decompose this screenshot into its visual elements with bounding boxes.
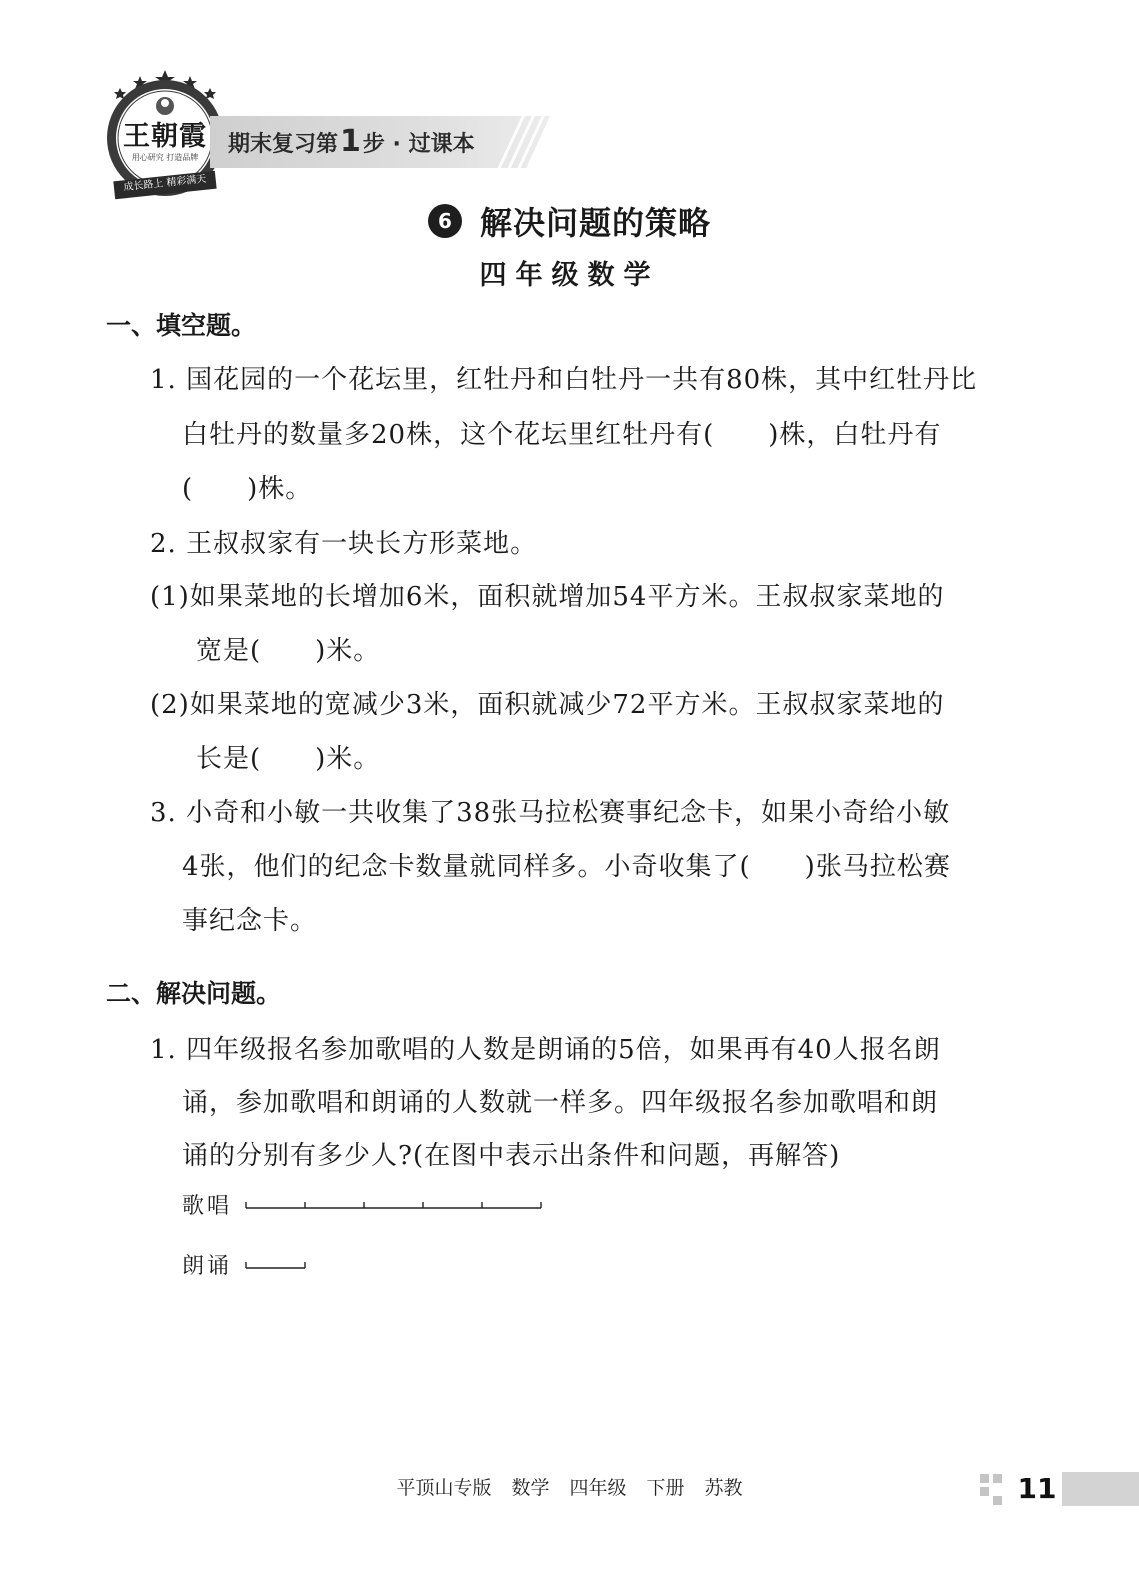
footer-decor-square <box>980 1487 989 1496</box>
unit-title: 解决问题的策略 <box>479 204 711 242</box>
question-line: 长是( )米。 <box>196 744 381 774</box>
footer-subject: 数学 <box>511 1477 550 1499</box>
footer-publisher: 苏教 <box>704 1477 743 1499</box>
recitation-segment-diagram[interactable] <box>240 1256 550 1280</box>
page-number-bar <box>1062 1472 1139 1506</box>
question-line: 宽是( )米。 <box>196 636 381 666</box>
footer-decor-square <box>993 1496 1002 1505</box>
question-line: 3. 小奇和小敏一共收集了38张马拉松赛事纪念卡，如果小奇给小敏 <box>150 798 951 828</box>
footer-book-info <box>0 1472 1139 1504</box>
unit-number-badge: 6 <box>428 204 462 238</box>
question-line: 诵，参加歌唱和朗诵的人数就一样多。四年级报名参加歌唱和朗 <box>182 1088 939 1118</box>
question-line: 白牡丹的数量多20株，这个花坛里红牡丹有( )株，白牡丹有 <box>182 420 942 450</box>
question-line: (2)如果菜地的宽减少3米，面积就减少72平方米。王叔叔家菜地的 <box>150 690 945 720</box>
brand-slogan-bottom: 成长路上 精彩满天 <box>123 173 207 194</box>
section-heading-solve-problems: 二、解决问题。 <box>106 979 282 1008</box>
page-title <box>0 196 1139 246</box>
question-line: (1)如果菜地的长增加6米，面积就增加54平方米。王叔叔家菜地的 <box>150 582 945 612</box>
brand-name: 王朝霞 <box>123 121 207 152</box>
footer-volume: 下册 <box>646 1477 685 1499</box>
footer-grade: 四年级 <box>569 1477 627 1499</box>
singing-segment-diagram[interactable] <box>240 1196 550 1220</box>
section-heading-fill-blank: 一、填空题。 <box>106 311 257 340</box>
banner-prefix: 期末复习第 <box>228 132 339 157</box>
banner-suffix: 步 · 过课本 <box>362 132 475 157</box>
brand-slogan-top: 用心研究 打造品牌 <box>131 153 199 162</box>
question-line: 4张，他们的纪念卡数量就同样多。小奇收集了( )张马拉松赛 <box>182 852 951 882</box>
header-banner-text <box>228 124 475 160</box>
footer-decor-square <box>980 1474 989 1483</box>
question-line: 诵的分别有多少人?(在图中表示出条件和问题，再解答) <box>182 1141 841 1171</box>
banner-step-number: 1 <box>340 124 361 159</box>
question-line: ( )株。 <box>182 474 313 504</box>
footer-edition: 平顶山专版 <box>396 1477 492 1499</box>
footer-decor-square <box>993 1474 1002 1483</box>
page-number: 11 <box>1017 1472 1057 1505</box>
question-line: 事纪念卡。 <box>182 906 318 936</box>
diagram-label-singing: 歌唱 <box>182 1194 233 1219</box>
page-subtitle: 四年级数学 <box>479 260 660 291</box>
question-line: 2. 王叔叔家有一块长方形菜地。 <box>150 529 538 559</box>
question-line: 1. 四年级报名参加歌唱的人数是朗诵的5倍，如果再有40人报名朗 <box>150 1035 941 1065</box>
diagram-label-recitation: 朗诵 <box>182 1254 233 1279</box>
question-line: 1. 国花园的一个花坛里，红牡丹和白牡丹一共有80株，其中红牡丹比 <box>150 365 978 395</box>
